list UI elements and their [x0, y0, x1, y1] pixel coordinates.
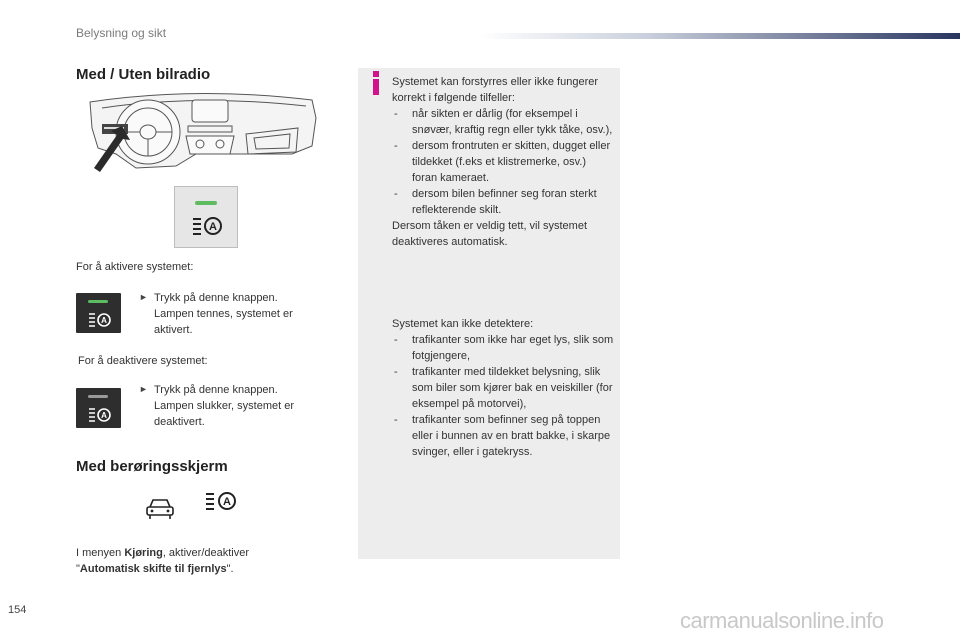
detect-intro: Systemet kan ikke detektere:: [392, 318, 534, 330]
list-item: - dersom frontruten er skitten, dugget eller tildekket (f.eks et klistremerke, osv.) foran kameraet.: [392, 138, 614, 186]
deactivate-instructions: [154, 382, 324, 430]
watermark: carmanualsonline.info: [680, 608, 884, 633]
deactivate-step: Trykk på denne knappen.: [154, 384, 278, 396]
list-item: - dersom bilen befinner seg foran sterkt reflekterende skilt.: [392, 186, 614, 218]
setting-name: Automatisk skifte til fjernlys: [79, 563, 227, 575]
running-header: Belysning og sikt: [76, 26, 167, 40]
list-item: - når sikten er dårlig (for eksempel i snøvær, kraftig regn eller tykk tåke, osv.),: [392, 106, 614, 138]
car-icon: [144, 497, 176, 521]
indicator-lamp-off: [88, 395, 108, 398]
deactivate-result: Lampen slukker, systemet er deaktivert.: [154, 400, 295, 428]
menu-action-text: , aktiver/deaktiver: [162, 547, 250, 559]
arrow-bullet-icon: ►: [139, 384, 148, 394]
info-condition-list: [392, 106, 614, 218]
auto-high-beam-icon: [191, 215, 223, 237]
deactivate-label: For å deaktivere systemet:: [78, 355, 208, 367]
info-conditions: [392, 74, 614, 250]
quote-close: ".: [226, 563, 234, 575]
svg-text:A: A: [101, 316, 107, 325]
info-detection-limits: [392, 316, 614, 460]
auto-high-beam-button-closeup: [174, 186, 238, 248]
activate-label: For å aktivere systemet:: [76, 261, 194, 273]
page-number: 154: [8, 604, 27, 616]
auto-high-beam-icon: [88, 406, 112, 422]
svg-text:A: A: [209, 221, 217, 233]
list-item: - trafikanter som ikke har eget lys, slik som fotgjengere,: [392, 332, 614, 364]
info-fog-note: Dersom tåken er veldig tett, vil systemet deaktiveres automatisk.: [392, 220, 588, 248]
list-item: - trafikanter som befinner seg på toppen eller i bunnen av en bratt bakke, i skarpe svinger, eller i gatekryss.: [392, 412, 614, 460]
activate-step: Trykk på denne knappen.: [154, 292, 278, 304]
touchscreen-instructions: [76, 545, 316, 577]
detect-list: [392, 332, 614, 460]
svg-text:A: A: [101, 411, 107, 420]
section-title-radio: Med / Uten bilradio: [76, 66, 211, 83]
pointer-arrow-icon: [92, 124, 132, 176]
info-intro: Systemet kan forstyrres eller ikke fungerer korrekt i følgende tilfeller:: [392, 76, 599, 104]
auto-high-beam-button-off: [76, 388, 121, 428]
indicator-lamp-on: [88, 300, 108, 303]
svg-text:A: A: [223, 496, 231, 508]
auto-high-beam-icon: [88, 311, 112, 327]
menu-prefix-text: I menyen: [76, 547, 125, 559]
auto-high-beam-button-on: [76, 293, 121, 333]
arrow-bullet-icon: ►: [139, 292, 148, 302]
auto-high-beam-icon: [204, 490, 238, 514]
section-title-touchscreen: Med berøringsskjerm: [76, 458, 228, 475]
activate-instructions: [154, 290, 324, 338]
list-item: - trafikanter med tildekket belysning, slik som biler som kjører bak en veiskiller (for eksempel på motorvei),: [392, 364, 614, 412]
header-gradient-rule: [480, 33, 960, 39]
activate-result: Lampen tennes, systemet er aktivert.: [154, 308, 293, 336]
info-icon: [372, 71, 380, 95]
menu-name-kjoring: Kjøring: [124, 547, 163, 559]
indicator-lamp-on: [195, 201, 217, 205]
quote-open: ": [76, 563, 80, 575]
